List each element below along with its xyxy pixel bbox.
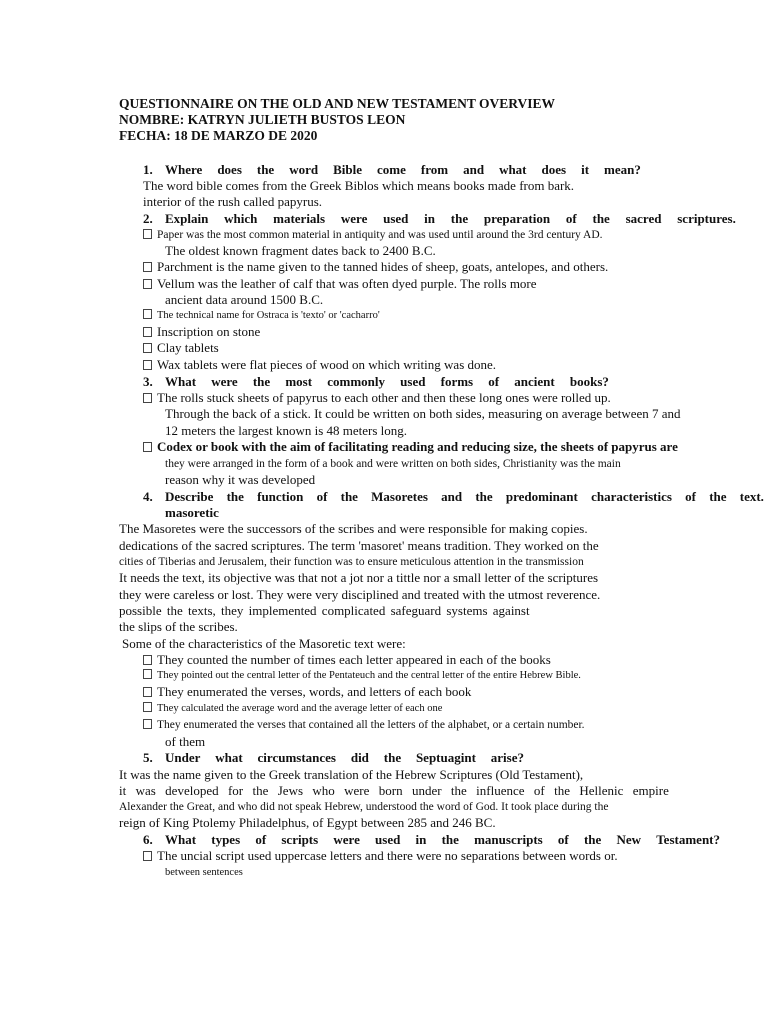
q1-answer-line: The word bible comes from the Greek Biblos which means books made from bark. (143, 178, 575, 193)
student-name: NOMBRE: KATRYN JULIETH BUSTOS LEON (119, 112, 406, 127)
q2-question: Explain which materials were used in the preparation of the sacred scriptures. (165, 211, 736, 226)
q5-paragraph-line: It was the name given to the Greek translation of the Hebrew Scriptures (Old Testament), (119, 767, 584, 782)
q4-bullet: They pointed out the central letter of the Pentateuch and the central letter of the entire Hebrew Bible. (143, 668, 581, 684)
q2-bullet-vellum-cont: ancient data around 1500 B.C. (165, 292, 324, 307)
q4-paragraph-line: the slips of the scribes. (119, 619, 238, 634)
q3-bullet-codex-cont: they were arranged in the form of a book and were written on both sides, Christianity was the main (165, 458, 621, 470)
q2-bullet-wax: Wax tablets were flat pieces of wood on which writing was done. (143, 357, 496, 373)
bullet-box-icon (143, 327, 152, 337)
q2-number: 2. (143, 211, 153, 226)
bullet-box-icon (143, 669, 152, 679)
q4-paragraph-line: The Masoretes were the successors of the scribes and were responsible for making copies. (119, 521, 588, 536)
q2-bullet-paper: Paper was the most common material in antiquity and was used until around the 3rd century AD. (143, 227, 603, 243)
q1-question: Where does the word Bible come from and what does it mean? (165, 162, 641, 177)
q1-answer-line: interior of the rush called papyrus. (143, 194, 323, 209)
q2-bullet-paper-cont: The oldest known fragment dates back to 2400 B.C. (165, 243, 436, 258)
bullet-box-icon (143, 655, 152, 665)
bullet-box-icon (143, 393, 152, 403)
q2-bullet-ostraca: The technical name for Ostraca is 'texto' or 'cacharro' (143, 308, 380, 324)
q3-bullet-codex: Codex or book with the aim of facilitating reading and reducing size, the sheets of papyrus are (143, 439, 678, 455)
q5-paragraph-line: it was developed for the Jews who were born under the influence of the Hellenic empire (119, 783, 669, 798)
q4-bullet: They enumerated the verses, words, and letters of each book (143, 684, 471, 700)
q6-number: 6. (143, 832, 153, 847)
q2-bullet-stone: Inscription on stone (143, 324, 260, 340)
q4-paragraph-line: possible the texts, they implemented complicated safeguard systems against (119, 603, 530, 618)
q5-paragraph-line: Alexander the Great, and who did not speak Hebrew, understood the word of God. It took place during the (119, 801, 609, 813)
q4-bullet: They enumerated the verses that contained all the letters of the alphabet, or a certain number. (143, 717, 585, 733)
q6-bullet-uncial: The uncial script used uppercase letters and there were no separations between words or. (143, 848, 618, 864)
q3-question: What were the most commonly used forms of ancient books? (165, 374, 609, 389)
q2-bullet-vellum: Vellum was the leather of calf that was often dyed purple. The rolls more (143, 276, 537, 292)
bullet-box-icon (143, 343, 152, 353)
bullet-box-icon (143, 442, 152, 452)
bullet-box-icon (143, 702, 152, 712)
q4-question-cont: masoretic (165, 505, 219, 520)
q6-question: What types of scripts were used in the manuscripts of the New Testament? (165, 832, 720, 847)
q2-bullet-parchment: Parchment is the name given to the tanned hides of sheep, goats, antelopes, and others. (143, 259, 608, 275)
q4-bullet: They calculated the average word and the average letter of each one (143, 701, 442, 717)
q3-bullet-rolls-cont: Through the back of a stick. It could be written on both sides, measuring on average between 7 and (165, 406, 681, 421)
bullet-box-icon (143, 309, 152, 319)
doc-title: QUESTIONNAIRE ON THE OLD AND NEW TESTAMENT OVERVIEW (119, 96, 556, 111)
q4-bullet-cont: of them (165, 734, 206, 749)
bullet-box-icon (143, 687, 152, 697)
q4-paragraph-line: they were careless or lost. They were very disciplined and treated with the utmost reverence. (119, 587, 601, 602)
q4-characteristics-intro: Some of the characteristics of the Masoretic text were: (122, 636, 406, 651)
q3-number: 3. (143, 374, 153, 389)
bullet-box-icon (143, 360, 152, 370)
bullet-box-icon (143, 851, 152, 861)
q5-number: 5. (143, 750, 153, 765)
q3-bullet-rolls-cont: 12 meters the largest known is 48 meters long. (165, 423, 408, 438)
bullet-box-icon (143, 229, 152, 239)
bullet-box-icon (143, 719, 152, 729)
bullet-box-icon (143, 279, 152, 289)
q4-bullet: They counted the number of times each letter appeared in each of the books (143, 652, 551, 668)
q3-bullet-codex-cont: reason why it was developed (165, 472, 316, 487)
doc-date: FECHA: 18 DE MARZO DE 2020 (119, 128, 318, 143)
q2-bullet-clay: Clay tablets (143, 340, 219, 356)
q4-question: Describe the function of the Masoretes and the predominant characteristics of the text. (165, 489, 764, 504)
q5-paragraph-line: reign of King Ptolemy Philadelphus, of Egypt between 285 and 246 BC. (119, 815, 496, 830)
q4-paragraph-line: It needs the text, its objective was that not a jot nor a tittle nor a small letter of the scriptures (119, 570, 599, 585)
q3-bullet-rolls: The rolls stuck sheets of papyrus to each other and then these long ones were rolled up. (143, 390, 611, 406)
q5-question: Under what circumstances did the Septuagint arise? (165, 750, 524, 765)
q6-bullet-uncial-cont: between sentences (165, 867, 243, 878)
bullet-box-icon (143, 262, 152, 272)
q1-number: 1. (143, 162, 153, 177)
q4-paragraph-line: dedications of the sacred scriptures. The term 'masoret' means tradition. They worked on the (119, 538, 599, 553)
q4-number: 4. (143, 489, 153, 504)
q4-paragraph-line: cities of Tiberias and Jerusalem, their function was to ensure meticulous attention in the transmission (119, 556, 584, 568)
